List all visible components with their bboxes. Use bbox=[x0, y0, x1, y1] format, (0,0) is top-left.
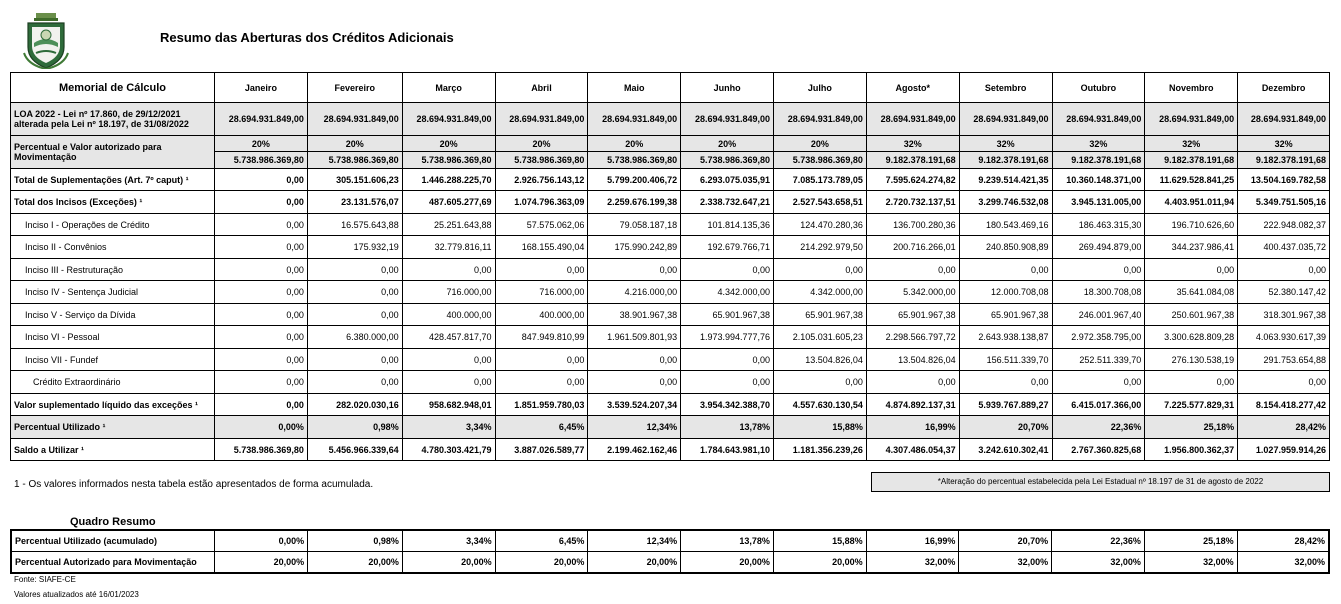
value-cell: 28,42% bbox=[1238, 416, 1330, 439]
quadro-value: 22,36% bbox=[1052, 530, 1145, 552]
value-cell: 18.300.708,08 bbox=[1052, 281, 1145, 304]
value-cell: 1.851.959.780,03 bbox=[495, 394, 588, 416]
value-cell: 0,00 bbox=[215, 259, 308, 281]
value-cell: 1.961.509.801,93 bbox=[588, 326, 681, 349]
value-cell: 318.301.967,38 bbox=[1238, 304, 1330, 326]
value-cell: 57.575.062,06 bbox=[495, 214, 588, 236]
value-cell: 136.700.280,36 bbox=[866, 214, 959, 236]
value-cell: 0,00 bbox=[866, 371, 959, 394]
value-cell: 0,00 bbox=[307, 349, 402, 371]
value-cell: 222.948.082,37 bbox=[1238, 214, 1330, 236]
value-cell: 32.779.816,11 bbox=[402, 236, 495, 259]
table-row bbox=[11, 416, 1330, 439]
table-row bbox=[11, 236, 1330, 259]
value-cell: 240.850.908,89 bbox=[959, 236, 1052, 259]
quadro-value: 32,00% bbox=[959, 552, 1052, 574]
value-cell: 0,00 bbox=[866, 259, 959, 281]
coat-of-arms-logo bbox=[22, 13, 70, 69]
value-cell: 2.972.358.795,00 bbox=[1052, 326, 1145, 349]
value-cell: 0,00 bbox=[588, 371, 681, 394]
value-cell: 0,00 bbox=[959, 259, 1052, 281]
month-header: Fevereiro bbox=[307, 73, 402, 103]
value-cell: 252.511.339,70 bbox=[1052, 349, 1145, 371]
value-cell: 0,00 bbox=[774, 371, 867, 394]
quadro-value: 3,34% bbox=[402, 530, 495, 552]
value-cell: 175.932,19 bbox=[307, 236, 402, 259]
quadro-value: 20,00% bbox=[681, 552, 774, 574]
value-cell: 5.738.986.369,80 bbox=[215, 152, 308, 169]
value-cell: 11.629.528.841,25 bbox=[1145, 169, 1238, 191]
table-row bbox=[11, 103, 1330, 136]
quadro-value: 32,00% bbox=[866, 552, 959, 574]
value-cell: 25.251.643,88 bbox=[402, 214, 495, 236]
value-cell: 0,00 bbox=[402, 259, 495, 281]
value-cell: 250.601.967,38 bbox=[1145, 304, 1238, 326]
quadro-row bbox=[11, 552, 1329, 574]
value-cell: 7.085.173.789,05 bbox=[774, 169, 867, 191]
value-cell: 9.182.378.191,68 bbox=[959, 152, 1052, 169]
value-cell: 4.557.630.130,54 bbox=[774, 394, 867, 416]
table-row bbox=[11, 326, 1330, 349]
value-cell: 3.887.026.589,77 bbox=[495, 439, 588, 461]
value-cell: 4.403.951.011,94 bbox=[1145, 191, 1238, 214]
value-cell: 0,00 bbox=[959, 371, 1052, 394]
page-title: Resumo das Aberturas dos Créditos Adicionais bbox=[160, 30, 454, 45]
row-label: Inciso IV - Sentença Judicial bbox=[11, 281, 215, 304]
value-cell: 0,00 bbox=[774, 259, 867, 281]
value-cell: 28.694.931.849,00 bbox=[402, 103, 495, 136]
value-cell: 0,00 bbox=[215, 236, 308, 259]
value-cell: 0,00 bbox=[681, 259, 774, 281]
quadro-value: 6,45% bbox=[495, 530, 588, 552]
pct-cell: 32% bbox=[1052, 136, 1145, 152]
row-label: Total de Suplementações (Art. 7º caput) ¹ bbox=[11, 169, 215, 191]
value-cell: 1.446.288.225,70 bbox=[402, 169, 495, 191]
table-row bbox=[11, 281, 1330, 304]
month-header: Abril bbox=[495, 73, 588, 103]
row-label: Valor suplementado líquido das exceções ¹ bbox=[11, 394, 215, 416]
value-cell: 0,00 bbox=[307, 371, 402, 394]
table-row bbox=[11, 259, 1330, 281]
value-cell: 1.956.800.362,37 bbox=[1145, 439, 1238, 461]
value-cell: 156.511.339,70 bbox=[959, 349, 1052, 371]
value-cell: 282.020.030,16 bbox=[307, 394, 402, 416]
row-label: Crédito Extraordinário bbox=[11, 371, 215, 394]
value-cell: 0,00 bbox=[402, 349, 495, 371]
value-cell: 9.182.378.191,68 bbox=[1145, 152, 1238, 169]
value-cell: 0,00% bbox=[215, 416, 308, 439]
pct-cell: 20% bbox=[588, 136, 681, 152]
value-cell: 0,00 bbox=[215, 281, 308, 304]
header-row bbox=[11, 73, 1330, 103]
value-cell: 28.694.931.849,00 bbox=[495, 103, 588, 136]
value-cell: 0,00 bbox=[1052, 371, 1145, 394]
quadro-value: 15,88% bbox=[773, 530, 866, 552]
value-cell: 428.457.817,70 bbox=[402, 326, 495, 349]
pct-cell: 20% bbox=[495, 136, 588, 152]
value-cell: 0,00 bbox=[1145, 371, 1238, 394]
pct-cell: 20% bbox=[402, 136, 495, 152]
value-cell: 2.298.566.797,72 bbox=[866, 326, 959, 349]
value-cell: 13,78% bbox=[681, 416, 774, 439]
table-note: 1 - Os valores informados nesta tabela estão apresentados de forma acumulada. bbox=[14, 479, 374, 490]
value-cell: 2.199.462.162,46 bbox=[588, 439, 681, 461]
value-cell: 246.001.967,40 bbox=[1052, 304, 1145, 326]
quadro-resumo-title: Quadro Resumo bbox=[70, 516, 156, 528]
value-cell: 5.738.986.369,80 bbox=[402, 152, 495, 169]
value-cell: 3.242.610.302,41 bbox=[959, 439, 1052, 461]
value-cell: 0,00 bbox=[588, 349, 681, 371]
quadro-value: 20,00% bbox=[215, 552, 308, 574]
pct-cell: 20% bbox=[774, 136, 867, 152]
value-cell: 25,18% bbox=[1145, 416, 1238, 439]
quadro-value: 20,70% bbox=[959, 530, 1052, 552]
value-cell: 9.182.378.191,68 bbox=[1238, 152, 1330, 169]
quadro-value: 0,98% bbox=[308, 530, 403, 552]
value-cell: 2.527.543.658,51 bbox=[774, 191, 867, 214]
pct-cell: 20% bbox=[681, 136, 774, 152]
value-cell: 200.716.266,01 bbox=[866, 236, 959, 259]
value-cell: 28.694.931.849,00 bbox=[588, 103, 681, 136]
source-label: Fonte: SIAFE-CE bbox=[14, 575, 76, 584]
quadro-label: Percentual Utilizado (acumulado) bbox=[11, 530, 215, 552]
month-header: Junho bbox=[681, 73, 774, 103]
quadro-row bbox=[11, 530, 1329, 552]
table-row bbox=[11, 439, 1330, 461]
value-cell: 13.504.826,04 bbox=[866, 349, 959, 371]
value-cell: 400.000,00 bbox=[402, 304, 495, 326]
quadro-resumo-table bbox=[10, 529, 1330, 574]
month-header: Março bbox=[402, 73, 495, 103]
value-cell: 4.342.000,00 bbox=[681, 281, 774, 304]
value-cell: 1.181.356.239,26 bbox=[774, 439, 867, 461]
value-cell: 28.694.931.849,00 bbox=[681, 103, 774, 136]
row-label: Inciso V - Serviço da Dívida bbox=[11, 304, 215, 326]
value-cell: 3.300.628.809,28 bbox=[1145, 326, 1238, 349]
table-row bbox=[11, 191, 1330, 214]
row-label: Percentual Utilizado ¹ bbox=[11, 416, 215, 439]
value-cell: 3.539.524.207,34 bbox=[588, 394, 681, 416]
value-cell: 0,00 bbox=[1238, 371, 1330, 394]
row-label: Inciso VII - Fundef bbox=[11, 349, 215, 371]
table-row bbox=[11, 349, 1330, 371]
value-cell: 0,00 bbox=[215, 326, 308, 349]
value-cell: 101.814.135,36 bbox=[681, 214, 774, 236]
row-label: Inciso III - Restruturação bbox=[11, 259, 215, 281]
value-cell: 12,34% bbox=[588, 416, 681, 439]
value-cell: 0,98% bbox=[307, 416, 402, 439]
value-cell: 4.063.930.617,39 bbox=[1238, 326, 1330, 349]
header-label: Memorial de Cálculo bbox=[11, 73, 215, 103]
value-cell: 16,99% bbox=[866, 416, 959, 439]
row-label: Inciso II - Convênios bbox=[11, 236, 215, 259]
table-row bbox=[11, 304, 1330, 326]
value-cell: 15,88% bbox=[774, 416, 867, 439]
value-cell: 6,45% bbox=[495, 416, 588, 439]
value-cell: 0,00 bbox=[1052, 259, 1145, 281]
quadro-value: 25,18% bbox=[1144, 530, 1237, 552]
quadro-value: 20,00% bbox=[402, 552, 495, 574]
row-label: Inciso I - Operações de Crédito bbox=[11, 214, 215, 236]
value-cell: 214.292.979,50 bbox=[774, 236, 867, 259]
value-cell: 305.151.606,23 bbox=[307, 169, 402, 191]
value-cell: 5.799.200.406,72 bbox=[588, 169, 681, 191]
row-label: Total dos Incisos (Exceções) ¹ bbox=[11, 191, 215, 214]
quadro-value: 32,00% bbox=[1144, 552, 1237, 574]
quadro-value: 32,00% bbox=[1052, 552, 1145, 574]
value-cell: 9.182.378.191,68 bbox=[866, 152, 959, 169]
value-cell: 3.945.131.005,00 bbox=[1052, 191, 1145, 214]
quadro-value: 20,00% bbox=[308, 552, 403, 574]
value-cell: 5.738.986.369,80 bbox=[588, 152, 681, 169]
value-cell: 9.239.514.421,35 bbox=[959, 169, 1052, 191]
value-cell: 168.155.490,04 bbox=[495, 236, 588, 259]
value-cell: 847.949.810,99 bbox=[495, 326, 588, 349]
month-header: Agosto* bbox=[866, 73, 959, 103]
value-cell: 28.694.931.849,00 bbox=[866, 103, 959, 136]
value-cell: 2.338.732.647,21 bbox=[681, 191, 774, 214]
month-header: Maio bbox=[588, 73, 681, 103]
quadro-value: 28,42% bbox=[1237, 530, 1329, 552]
month-header: Julho bbox=[774, 73, 867, 103]
quadro-value: 0,00% bbox=[215, 530, 308, 552]
value-cell: 28.694.931.849,00 bbox=[1238, 103, 1330, 136]
row-label: Percentual e Valor autorizado para Movimentação bbox=[11, 136, 215, 169]
value-cell: 5.349.751.505,16 bbox=[1238, 191, 1330, 214]
value-cell: 65.901.967,38 bbox=[774, 304, 867, 326]
pct-cell: 32% bbox=[1145, 136, 1238, 152]
value-cell: 38.901.967,38 bbox=[588, 304, 681, 326]
value-cell: 0,00 bbox=[681, 349, 774, 371]
value-cell: 0,00 bbox=[1145, 259, 1238, 281]
value-cell: 22,36% bbox=[1052, 416, 1145, 439]
value-cell: 0,00 bbox=[495, 371, 588, 394]
value-cell: 65.901.967,38 bbox=[959, 304, 1052, 326]
row-label: LOA 2022 - Lei nº 17.860, de 29/12/2021 alterada pela Lei nº 18.197, de 31/08/2022 bbox=[11, 103, 215, 136]
value-cell: 65.901.967,38 bbox=[866, 304, 959, 326]
month-header: Novembro bbox=[1145, 73, 1238, 103]
pct-cell: 20% bbox=[215, 136, 308, 152]
value-cell: 0,00 bbox=[215, 214, 308, 236]
memorial-table bbox=[10, 72, 1330, 461]
value-cell: 0,00 bbox=[215, 349, 308, 371]
value-cell: 1.973.994.777,76 bbox=[681, 326, 774, 349]
value-cell: 9.182.378.191,68 bbox=[1052, 152, 1145, 169]
quadro-value: 12,34% bbox=[588, 530, 681, 552]
value-cell: 13.504.826,04 bbox=[774, 349, 867, 371]
table-row bbox=[11, 169, 1330, 191]
quadro-value: 32,00% bbox=[1237, 552, 1329, 574]
value-cell: 52.380.147,42 bbox=[1238, 281, 1330, 304]
value-cell: 7.225.577.829,31 bbox=[1145, 394, 1238, 416]
value-cell: 2.643.938.138,87 bbox=[959, 326, 1052, 349]
value-cell: 28.694.931.849,00 bbox=[959, 103, 1052, 136]
value-cell: 16.575.643,88 bbox=[307, 214, 402, 236]
quadro-value: 20,00% bbox=[773, 552, 866, 574]
value-cell: 269.494.879,00 bbox=[1052, 236, 1145, 259]
value-cell: 2.259.676.199,38 bbox=[588, 191, 681, 214]
value-cell: 0,00 bbox=[215, 394, 308, 416]
value-cell: 0,00 bbox=[307, 304, 402, 326]
value-cell: 12.000.708,08 bbox=[959, 281, 1052, 304]
value-cell: 28.694.931.849,00 bbox=[774, 103, 867, 136]
value-cell: 6.380.000,00 bbox=[307, 326, 402, 349]
value-cell: 291.753.654,88 bbox=[1238, 349, 1330, 371]
value-cell: 6.415.017.366,00 bbox=[1052, 394, 1145, 416]
value-cell: 0,00 bbox=[307, 281, 402, 304]
value-cell: 4.780.303.421,79 bbox=[402, 439, 495, 461]
month-header: Setembro bbox=[959, 73, 1052, 103]
value-cell: 400.000,00 bbox=[495, 304, 588, 326]
value-cell: 5.738.986.369,80 bbox=[495, 152, 588, 169]
value-cell: 0,00 bbox=[495, 259, 588, 281]
value-cell: 28.694.931.849,00 bbox=[215, 103, 308, 136]
value-cell: 65.901.967,38 bbox=[681, 304, 774, 326]
value-cell: 0,00 bbox=[215, 371, 308, 394]
value-cell: 5.939.767.889,27 bbox=[959, 394, 1052, 416]
value-cell: 5.738.986.369,80 bbox=[774, 152, 867, 169]
table-row bbox=[11, 136, 1330, 152]
row-label: Saldo a Utilizar ¹ bbox=[11, 439, 215, 461]
value-cell: 2.105.031.605,23 bbox=[774, 326, 867, 349]
value-cell: 716.000,00 bbox=[495, 281, 588, 304]
value-cell: 5.456.966.339,64 bbox=[307, 439, 402, 461]
value-cell: 13.504.169.782,58 bbox=[1238, 169, 1330, 191]
value-cell: 196.710.626,60 bbox=[1145, 214, 1238, 236]
value-cell: 958.682.948,01 bbox=[402, 394, 495, 416]
value-cell: 192.679.766,71 bbox=[681, 236, 774, 259]
quadro-label: Percentual Autorizado para Movimentação bbox=[11, 552, 215, 574]
quadro-value: 20,00% bbox=[495, 552, 588, 574]
value-cell: 6.293.075.035,91 bbox=[681, 169, 774, 191]
value-cell: 4.307.486.054,37 bbox=[866, 439, 959, 461]
value-cell: 2.767.360.825,68 bbox=[1052, 439, 1145, 461]
value-cell: 1.784.643.981,10 bbox=[681, 439, 774, 461]
value-cell: 2.720.732.137,51 bbox=[866, 191, 959, 214]
value-cell: 20,70% bbox=[959, 416, 1052, 439]
value-cell: 8.154.418.277,42 bbox=[1238, 394, 1330, 416]
value-cell: 180.543.469,16 bbox=[959, 214, 1052, 236]
value-cell: 28.694.931.849,00 bbox=[1145, 103, 1238, 136]
value-cell: 186.463.315,30 bbox=[1052, 214, 1145, 236]
value-cell: 0,00 bbox=[588, 259, 681, 281]
updated-label: Valores atualizados até 16/01/2023 bbox=[14, 590, 139, 599]
pct-cell: 32% bbox=[866, 136, 959, 152]
quadro-value: 20,00% bbox=[588, 552, 681, 574]
value-cell: 0,00 bbox=[215, 304, 308, 326]
value-cell: 0,00 bbox=[1238, 259, 1330, 281]
value-cell: 5.342.000,00 bbox=[866, 281, 959, 304]
quadro-value: 16,99% bbox=[866, 530, 959, 552]
value-cell: 3,34% bbox=[402, 416, 495, 439]
footnote-box: *Alteração do percentual estabelecida pela Lei Estadual nº 18.197 de 31 de agosto de 2022 bbox=[871, 472, 1330, 492]
value-cell: 0,00 bbox=[215, 191, 308, 214]
pct-cell: 32% bbox=[959, 136, 1052, 152]
value-cell: 124.470.280,36 bbox=[774, 214, 867, 236]
value-cell: 487.605.277,69 bbox=[402, 191, 495, 214]
value-cell: 0,00 bbox=[307, 259, 402, 281]
value-cell: 276.130.538,19 bbox=[1145, 349, 1238, 371]
value-cell: 28.694.931.849,00 bbox=[307, 103, 402, 136]
value-cell: 35.641.084,08 bbox=[1145, 281, 1238, 304]
value-cell: 716.000,00 bbox=[402, 281, 495, 304]
table-row bbox=[11, 394, 1330, 416]
value-cell: 3.954.342.388,70 bbox=[681, 394, 774, 416]
value-cell: 0,00 bbox=[495, 349, 588, 371]
value-cell: 0,00 bbox=[402, 371, 495, 394]
value-cell: 10.360.148.371,00 bbox=[1052, 169, 1145, 191]
value-cell: 5.738.986.369,80 bbox=[681, 152, 774, 169]
value-cell: 1.074.796.363,09 bbox=[495, 191, 588, 214]
value-cell: 5.738.986.369,80 bbox=[215, 439, 308, 461]
value-cell: 5.738.986.369,80 bbox=[307, 152, 402, 169]
table-row bbox=[11, 371, 1330, 394]
value-cell: 1.027.959.914,26 bbox=[1238, 439, 1330, 461]
value-cell: 79.058.187,18 bbox=[588, 214, 681, 236]
month-header: Janeiro bbox=[215, 73, 308, 103]
value-cell: 7.595.624.274,82 bbox=[866, 169, 959, 191]
value-cell: 344.237.986,41 bbox=[1145, 236, 1238, 259]
value-cell: 400.437.035,72 bbox=[1238, 236, 1330, 259]
value-cell: 23.131.576,07 bbox=[307, 191, 402, 214]
value-cell: 0,00 bbox=[681, 371, 774, 394]
value-cell: 28.694.931.849,00 bbox=[1052, 103, 1145, 136]
pct-cell: 32% bbox=[1238, 136, 1330, 152]
quadro-value: 13,78% bbox=[681, 530, 774, 552]
value-cell: 0,00 bbox=[215, 169, 308, 191]
table-row bbox=[11, 214, 1330, 236]
value-cell: 175.990.242,89 bbox=[588, 236, 681, 259]
value-cell: 4.216.000,00 bbox=[588, 281, 681, 304]
value-cell: 2.926.756.143,12 bbox=[495, 169, 588, 191]
value-cell: 3.299.746.532,08 bbox=[959, 191, 1052, 214]
pct-cell: 20% bbox=[307, 136, 402, 152]
value-cell: 4.874.892.137,31 bbox=[866, 394, 959, 416]
month-header: Dezembro bbox=[1238, 73, 1330, 103]
value-cell: 4.342.000,00 bbox=[774, 281, 867, 304]
row-label: Inciso VI - Pessoal bbox=[11, 326, 215, 349]
month-header: Outubro bbox=[1052, 73, 1145, 103]
